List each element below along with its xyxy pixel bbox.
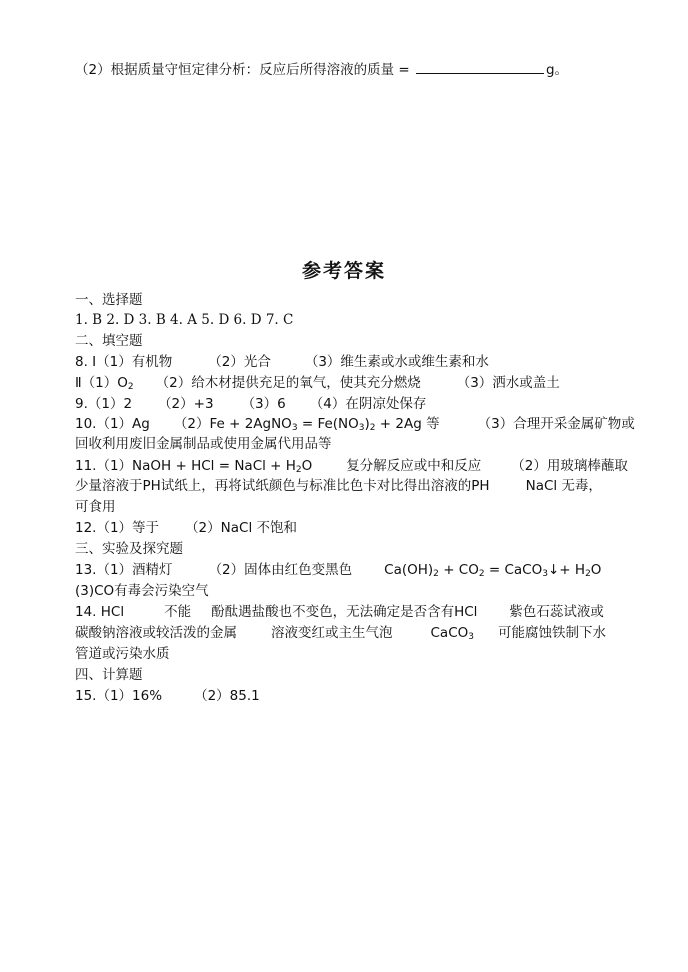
section-heading-2: 二、填空题 [75, 333, 143, 349]
answer-line-14-1 [75, 602, 604, 622]
answer-segment: 碳酸钠溶液或较活泼的金属 [75, 625, 237, 641]
answer-segment: 紫色石蕊试液或 [509, 604, 604, 620]
answer-segment: （4）在阴凉处保存 [309, 396, 427, 412]
subscript: 3 [358, 423, 365, 433]
answer-segment: Ⅱ（1）O [75, 375, 128, 391]
subscript: 2 [369, 423, 376, 433]
question-text: （2）根据质量守恒定律分析：反应后所得溶液的质量 = [75, 62, 414, 78]
answer-segment: 8. Ⅰ（1）有机物 [75, 354, 173, 370]
answer-line-1: 1. B 2. D 3. B 4. A 5. D 6. D 7. C [75, 312, 294, 328]
subscript: 3 [468, 632, 474, 642]
answer-segment: （2）固体由红色变黑色 [208, 562, 353, 578]
answer-line-8-1 [75, 352, 489, 372]
answer-segment: 11.（1）NaOH + HCl = NaCl + H [75, 458, 296, 474]
answer-segment: 少量溶液于PH试纸上，再将试纸颜色与标准比色卡对比得出溶液的PH [75, 478, 490, 494]
answer-segment: 15.（1）16% [75, 688, 163, 704]
answer-segment: + 2Ag 等 [375, 416, 440, 432]
answer-segment: （3）合理开采金属矿物或 [477, 416, 635, 432]
answer-segment: （2）给木材提供充足的氧气，使其充分燃烧 [155, 375, 421, 391]
section-heading-1: 一、选择题 [75, 292, 143, 308]
subscript: 2 [585, 569, 591, 579]
answer-line-9 [75, 394, 426, 414]
subscript: 3 [542, 569, 548, 579]
question-suffix: g。 [545, 62, 569, 78]
answer-line-11-3: 可食用 [75, 499, 116, 515]
section-heading-4: 四、计算题 [75, 667, 143, 683]
subscript: 2 [127, 382, 134, 392]
section-heading-3: 三、实验及探究题 [75, 541, 183, 557]
answer-line-15 [75, 686, 260, 706]
answer-segment: （3）维生素或水或维生素和水 [304, 354, 489, 370]
answer-segment: （2）Fe + 2AgNO [173, 416, 292, 432]
answer-segment: （3）6 [241, 396, 286, 412]
subscript: 2 [478, 569, 485, 579]
answer-segment: （2）NaCl 不饱和 [185, 520, 297, 536]
answer-segment: ) [364, 416, 370, 432]
answer-segment: （2）85.1 [194, 688, 260, 704]
answer-segment: 14. HCl [75, 604, 125, 620]
answer-segment: O [301, 458, 313, 474]
subscript: 2 [295, 465, 302, 475]
answer-segment: + CO [438, 562, 479, 578]
subscript: 3 [291, 423, 298, 433]
answer-segment: 可能腐蚀铁制下水 [498, 625, 606, 641]
answer-segment: 酚酞遇盐酸也不变色，无法确定是否含有HCl [211, 604, 478, 620]
question-2-line [75, 60, 568, 80]
answer-segment: NaCl 无毒， [525, 478, 602, 494]
answer-segment: 10.（1）Ag [75, 416, 150, 432]
subscript: 2 [433, 569, 439, 579]
answer-line-10-2: 回收利用废旧金属制品或使用金属代用品等 [75, 436, 332, 452]
answer-segment: 不能 [164, 604, 192, 620]
page-title: 参考答案 [301, 260, 386, 282]
answer-line-11-2 [75, 476, 602, 496]
answer-segment: = Fe(NO [297, 416, 359, 432]
answer-segment: ↓+ H [547, 562, 586, 578]
answer-segment: （3）洒水或盖土 [456, 375, 560, 391]
answer-segment: （2）+3 [158, 396, 214, 412]
answer-segment: Ca(OH) [384, 562, 434, 578]
answer-segment: 溶液变红或主生气泡 [271, 625, 393, 641]
answer-segment: 复分解反应或中和反应 [346, 458, 482, 474]
answer-segment: 13.（1）酒精灯 [75, 562, 173, 578]
answer-segment: = CaCO [484, 562, 543, 578]
answer-segment: O [590, 562, 602, 578]
answer-blank [416, 61, 544, 74]
answer-segment: 9.（1）2 [75, 396, 133, 412]
answer-segment: CaCO [430, 625, 469, 641]
answer-segment: （2）用玻璃棒蘸取 [511, 458, 628, 474]
answer-line-13-2: (3)CO有毒会污染空气 [75, 583, 209, 599]
answer-line-12 [75, 518, 297, 538]
answer-segment: 12.（1）等于 [75, 520, 160, 536]
answer-segment: （2）光合 [208, 354, 271, 370]
answer-line-14-3: 管道或污染水质 [75, 646, 170, 662]
